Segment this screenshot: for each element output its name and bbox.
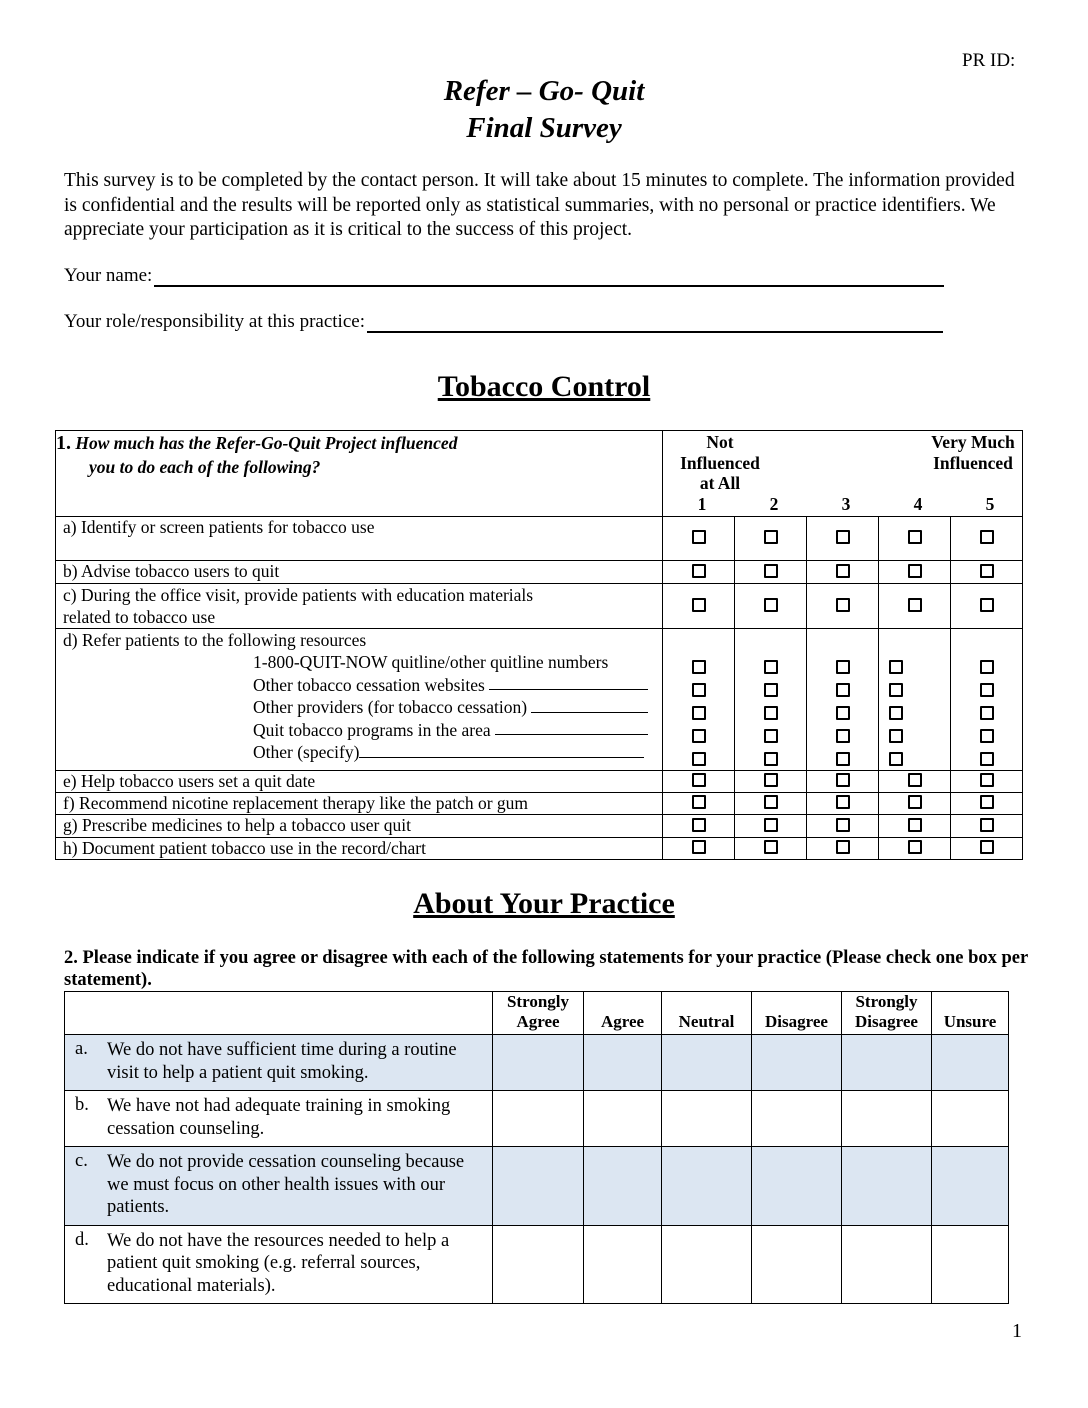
checkbox-b-2[interactable]: [764, 564, 778, 578]
table-row: [65, 1147, 1009, 1226]
table-header-row: [56, 431, 1023, 517]
table-row: [56, 815, 1023, 838]
statement-text: We do not provide cessation counseling because we must focus on other health issues with our patients.: [105, 1147, 493, 1226]
checkbox-d1-1[interactable]: [692, 660, 706, 674]
checkbox-d4-3[interactable]: [836, 729, 850, 743]
table-row: [56, 561, 1023, 584]
column-header-unsure: Unsure: [932, 992, 1009, 1035]
table-row: [65, 1035, 1009, 1091]
resource-item: Other (specify): [253, 741, 662, 764]
checkbox-b-1[interactable]: [692, 564, 706, 578]
table-row: [56, 771, 1023, 793]
response-cell-a-disagree[interactable]: [752, 1035, 842, 1091]
checkbox-d2-3[interactable]: [836, 683, 850, 697]
statement-letter: d.: [65, 1225, 106, 1304]
question-2-text: 2. Please indicate if you agree or disagree with each of the following statements for your practice (Please check one box per statement).: [64, 948, 1028, 990]
resource-list: [63, 651, 662, 764]
scale-number-4: 4: [913, 494, 923, 514]
response-cell-b-strongly-agree[interactable]: [493, 1091, 584, 1147]
response-cell-d-agree[interactable]: [584, 1225, 662, 1304]
checkbox-f-1[interactable]: [692, 795, 706, 809]
table-row: [65, 1225, 1009, 1304]
response-cell-d-neutral[interactable]: [662, 1225, 752, 1304]
item-c-text: c) During the office visit, provide patients with education materials related to tobacco use: [56, 584, 663, 629]
role-input-line[interactable]: [367, 313, 943, 333]
question-number: 1.: [56, 432, 71, 454]
response-cell-a-unsure[interactable]: [932, 1035, 1009, 1091]
checkbox-f-2[interactable]: [764, 795, 778, 809]
item-d-cell: [56, 629, 663, 771]
checkbox-b-5[interactable]: [980, 564, 994, 578]
scale-header: [663, 431, 1023, 517]
item-a-text: a) Identify or screen patients for tobacco use: [56, 517, 663, 561]
checkbox-e-3[interactable]: [836, 773, 850, 787]
response-cell-c-neutral[interactable]: [662, 1147, 752, 1226]
column-header-strongly-disagree: Strongly Disagree: [842, 992, 932, 1035]
checkbox-a-3[interactable]: [836, 530, 850, 544]
statement-letter: b.: [65, 1091, 106, 1147]
section-heading-tobacco-control: Tobacco Control: [437, 370, 651, 403]
table-header-row: [65, 992, 1009, 1035]
resource-item: Other tobacco cessation websites: [253, 674, 662, 697]
checkbox-d2-2[interactable]: [764, 683, 778, 697]
pr-id-label: PR ID:: [962, 50, 1016, 71]
checkbox-d4-4[interactable]: [889, 729, 903, 743]
checkbox-e-1[interactable]: [692, 773, 706, 787]
checkbox-c-4[interactable]: [908, 598, 922, 612]
checkbox-d3-2[interactable]: [764, 706, 778, 720]
checkbox-d2-1[interactable]: [692, 683, 706, 697]
item-e-text: e) Help tobacco users set a quit date: [56, 771, 663, 793]
column-header-disagree: Disagree: [752, 992, 842, 1035]
table-row: [56, 629, 1023, 771]
response-cell-a-neutral[interactable]: [662, 1035, 752, 1091]
other-specify-line[interactable]: [359, 741, 644, 758]
table-row: [56, 793, 1023, 815]
resource-item: 1-800-QUIT-NOW quitline/other quitline numbers: [253, 652, 609, 672]
response-cell-d-disagree[interactable]: [752, 1225, 842, 1304]
response-cell-a-strongly-agree[interactable]: [493, 1035, 584, 1091]
checkbox-c-1[interactable]: [692, 598, 706, 612]
response-cell-a-agree[interactable]: [584, 1035, 662, 1091]
checkbox-e-4[interactable]: [908, 773, 922, 787]
statement-text: We do not have sufficient time during a routine visit to help a patient quit smoking.: [105, 1035, 493, 1091]
checkbox-d5-5[interactable]: [980, 752, 994, 766]
scale-numbers: [666, 494, 1026, 515]
response-cell-c-strongly-agree[interactable]: [493, 1147, 584, 1226]
scale-high-label: Very Much Influenced: [931, 432, 1015, 473]
item-f-text: f) Recommend nicotine replacement therapy like the patch or gum: [56, 793, 663, 815]
page-number: 1: [1012, 1320, 1022, 1342]
checkbox-g-3[interactable]: [836, 818, 850, 832]
checkbox-d5-3[interactable]: [836, 752, 850, 766]
resource-item: Other providers (for tobacco cessation): [253, 696, 662, 719]
checkbox-b-3[interactable]: [836, 564, 850, 578]
survey-subtitle: Final Survey: [466, 112, 622, 144]
checkbox-d3-1[interactable]: [692, 706, 706, 720]
scale-low-label: Not Influenced at All: [680, 432, 760, 493]
checkbox-h-5[interactable]: [980, 840, 994, 854]
scale-number-5: 5: [985, 494, 995, 514]
statement-header: [65, 992, 493, 1035]
checkbox-h-1[interactable]: [692, 840, 706, 854]
checkbox-d1-2[interactable]: [764, 660, 778, 674]
scale-number-2: 2: [769, 494, 779, 514]
scale-number-1: 1: [697, 494, 707, 514]
checkbox-e-2[interactable]: [764, 773, 778, 787]
checkbox-b-4[interactable]: [908, 564, 922, 578]
checkbox-d3-4[interactable]: [889, 706, 903, 720]
item-d-text: d) Refer patients to the following resources: [63, 630, 367, 650]
table-row: [65, 1091, 1009, 1147]
checkbox-d5-2[interactable]: [764, 752, 778, 766]
response-cell-b-strongly-disagree[interactable]: [842, 1091, 932, 1147]
checkbox-e-5[interactable]: [980, 773, 994, 787]
question-1-cell: [56, 431, 663, 517]
response-cell-b-neutral[interactable]: [662, 1091, 752, 1147]
response-cell-d-unsure[interactable]: [932, 1225, 1009, 1304]
checkbox-c-2[interactable]: [764, 598, 778, 612]
intro-paragraph: This survey is to be completed by the contact person. It will take about 15 minutes to complete. The information provided is confidential and the results will be reported only as statistical summaries, with no personal or practice identifiers. We appreciate your participation as it is critical to the success of this project.: [64, 170, 1015, 240]
checkbox-d2-5[interactable]: [980, 683, 994, 697]
table-row: [56, 584, 1023, 629]
table-row: [56, 838, 1023, 860]
checkbox-f-4[interactable]: [908, 795, 922, 809]
checkbox-h-4[interactable]: [908, 840, 922, 854]
response-cell-c-disagree[interactable]: [752, 1147, 842, 1226]
survey-title: Refer – Go- Quit: [443, 75, 645, 107]
response-cell-c-agree[interactable]: [584, 1147, 662, 1226]
checkbox-d4-5[interactable]: [980, 729, 994, 743]
tobacco-control-table: [55, 430, 1023, 860]
checkbox-d1-4[interactable]: [889, 660, 903, 674]
checkbox-g-5[interactable]: [980, 818, 994, 832]
checkbox-d1-3[interactable]: [836, 660, 850, 674]
statement-text: We have not had adequate training in smoking cessation counseling.: [105, 1091, 493, 1147]
response-cell-c-strongly-disagree[interactable]: [842, 1147, 932, 1226]
checkbox-d4-1[interactable]: [692, 729, 706, 743]
checkbox-a-4[interactable]: [908, 530, 922, 544]
checkbox-d4-2[interactable]: [764, 729, 778, 743]
checkbox-a-1[interactable]: [692, 530, 706, 544]
checkbox-d3-5[interactable]: [980, 706, 994, 720]
table-row: [56, 517, 1023, 561]
checkbox-a-5[interactable]: [980, 530, 994, 544]
question-1-text-line1: How much has the Refer-Go-Quit Project influenced: [75, 433, 458, 453]
item-g-text: g) Prescribe medicines to help a tobacco user quit: [56, 815, 663, 838]
checkbox-d5-1[interactable]: [692, 752, 706, 766]
response-cell-b-agree[interactable]: [584, 1091, 662, 1147]
name-label: Your name:: [64, 265, 153, 286]
response-cell-b-unsure[interactable]: [932, 1091, 1009, 1147]
name-input-line[interactable]: [154, 267, 944, 287]
checkbox-d5-4[interactable]: [889, 752, 903, 766]
statement-letter: c.: [65, 1147, 106, 1226]
response-cell-d-strongly-agree[interactable]: [493, 1225, 584, 1304]
checkbox-a-2[interactable]: [764, 530, 778, 544]
column-header-agree: Agree: [584, 992, 662, 1035]
item-h-text: h) Document patient tobacco use in the record/chart: [56, 838, 663, 860]
statement-text: We do not have the resources needed to help a patient quit smoking (e.g. referral sources, educational materials).: [105, 1225, 493, 1304]
response-cell-c-unsure[interactable]: [932, 1147, 1009, 1226]
checkbox-d2-4[interactable]: [889, 683, 903, 697]
role-label: Your role/responsibility at this practice:: [64, 311, 365, 332]
statement-letter: a.: [65, 1035, 106, 1091]
checkbox-g-1[interactable]: [692, 818, 706, 832]
column-header-neutral: Neutral: [662, 992, 752, 1035]
column-header-strongly-agree: Strongly Agree: [493, 992, 584, 1035]
response-cell-d-strongly-disagree[interactable]: [842, 1225, 932, 1304]
response-cell-a-strongly-disagree[interactable]: [842, 1035, 932, 1091]
role-field-row: [64, 311, 943, 333]
name-field-row: [64, 265, 944, 287]
question-1-text-line2: you to do each of the following?: [89, 457, 321, 477]
checkbox-d1-5[interactable]: [980, 660, 994, 674]
checkbox-h-3[interactable]: [836, 840, 850, 854]
item-b-text: b) Advise tobacco users to quit: [56, 561, 663, 584]
section-heading-about-practice: About Your Practice: [413, 887, 675, 920]
practice-agreement-table: [64, 991, 1009, 1304]
checkbox-f-5[interactable]: [980, 795, 994, 809]
response-cell-b-disagree[interactable]: [752, 1091, 842, 1147]
checkbox-h-2[interactable]: [764, 840, 778, 854]
checkbox-c-3[interactable]: [836, 598, 850, 612]
checkbox-f-3[interactable]: [836, 795, 850, 809]
checkbox-c-5[interactable]: [980, 598, 994, 612]
resource-item: Quit tobacco programs in the area: [253, 719, 662, 742]
checkbox-g-2[interactable]: [764, 818, 778, 832]
checkbox-g-4[interactable]: [908, 818, 922, 832]
checkbox-d3-3[interactable]: [836, 706, 850, 720]
scale-number-3: 3: [841, 494, 851, 514]
